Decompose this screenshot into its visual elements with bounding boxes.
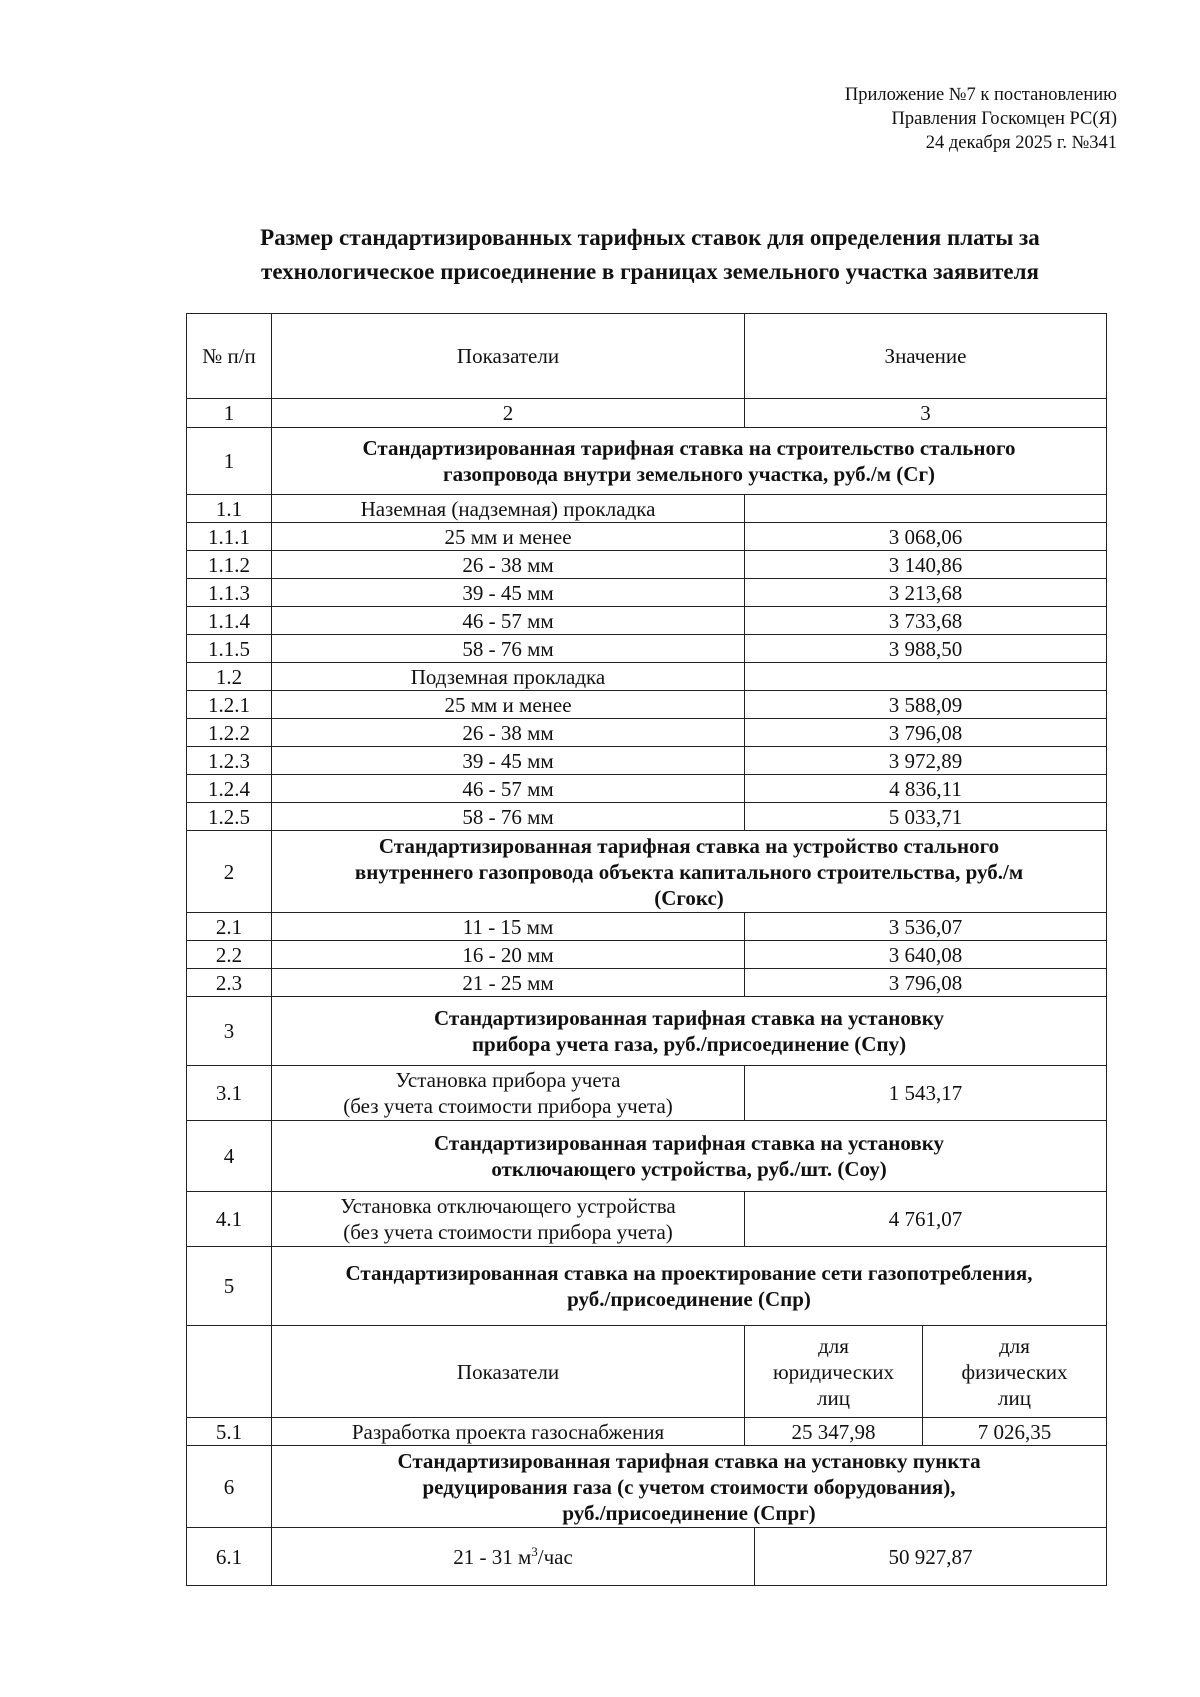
row-num: 1.1.4	[187, 607, 272, 635]
header-value: Значение	[745, 314, 1107, 399]
section-title-line: Стандартизированная тарифная ставка на установку	[434, 1006, 945, 1030]
row-value: 5 033,71	[745, 803, 1107, 831]
subheader-line: юридических	[772, 1359, 895, 1384]
section-title-line: газопровода внутри земельного участка, руб./м (Сг)	[443, 462, 935, 486]
column-number-row	[187, 399, 1107, 428]
document-title	[175, 221, 1125, 289]
section-title	[272, 428, 1107, 495]
row-label: 11 - 15 мм	[272, 913, 745, 941]
row-label: 21 - 25 мм	[272, 969, 745, 997]
row-label-text: 21 - 31 м	[453, 1544, 532, 1569]
row-num: 2.1	[187, 913, 272, 941]
row-label: Подземная прокладка	[272, 663, 745, 691]
subsection-row	[187, 495, 1107, 523]
row-num: 1.1	[187, 495, 272, 523]
section-row-6	[187, 1446, 1107, 1528]
row-label: Разработка проекта газоснабжения	[272, 1418, 745, 1446]
subheader-line: для	[818, 1333, 849, 1358]
row-num: 3.1	[187, 1066, 272, 1121]
row-label: 16 - 20 мм	[272, 941, 745, 969]
row-label: 46 - 57 мм	[272, 775, 745, 803]
row-value: 3 588,09	[745, 691, 1107, 719]
section-row-4	[187, 1121, 1107, 1192]
row-num: 4.1	[187, 1192, 272, 1247]
section-title	[272, 1247, 1107, 1326]
colnum-3: 3	[745, 399, 1107, 428]
row-value: 3 536,07	[745, 913, 1107, 941]
section-num: 6	[187, 1446, 272, 1528]
row-value: 4 836,11	[745, 775, 1107, 803]
row-value: 3 213,68	[745, 579, 1107, 607]
subheader-indicator: Показатели	[272, 1326, 745, 1418]
title-line-1: Размер стандартизированных тарифных ставок для определения платы за	[260, 225, 1040, 250]
row-value: 3 796,08	[745, 969, 1107, 997]
row-value-empty	[745, 495, 1107, 523]
subheader-empty	[187, 1326, 272, 1418]
row-num: 2.3	[187, 969, 272, 997]
table-row	[187, 1066, 1107, 1121]
table-row	[187, 1528, 1107, 1586]
colnum-2: 2	[272, 399, 745, 428]
row-label: 58 - 76 мм	[272, 635, 745, 663]
header-line-3: 24 декабря 2025 г. №341	[925, 133, 1117, 153]
row-label-unit: /час	[537, 1544, 573, 1569]
section-title-line: прибора учета газа, руб./присоединение (Спу)	[471, 1032, 907, 1056]
section-title	[272, 1446, 1107, 1528]
row-value: 3 733,68	[745, 607, 1107, 635]
row-value: 3 988,50	[745, 635, 1107, 663]
row-label: 46 - 57 мм	[272, 607, 745, 635]
subheader-line: лиц	[817, 1385, 850, 1410]
colnum-1: 1	[187, 399, 272, 428]
table-row	[187, 523, 1107, 551]
section-num: 4	[187, 1121, 272, 1192]
header-indicator: Показатели	[272, 314, 745, 399]
row-label: 39 - 45 мм	[272, 747, 745, 775]
row-label: Наземная (надземная) прокладка	[272, 495, 745, 523]
row-value: 3 640,08	[745, 941, 1107, 969]
section-title-line: руб./присоединение (Спр)	[567, 1287, 811, 1311]
table-row	[187, 635, 1107, 663]
header-line-1: Приложение №7 к постановлению	[844, 85, 1117, 105]
table-row	[187, 747, 1107, 775]
table-row	[187, 691, 1107, 719]
table-row	[187, 941, 1107, 969]
row-num: 1.1.3	[187, 579, 272, 607]
row-label: 25 мм и менее	[272, 523, 745, 551]
table-row	[187, 775, 1107, 803]
section-title-line: внутреннего газопровода объекта капитального строительства, руб./м	[354, 859, 1024, 884]
table-row	[187, 803, 1107, 831]
header-num: № п/п	[187, 314, 272, 399]
section-title-line: Стандартизированная тарифная ставка на устройство стального	[378, 833, 1000, 858]
row-value: 1 543,17	[745, 1066, 1107, 1121]
row-value-legal: 25 347,98	[745, 1418, 923, 1446]
title-line-2: технологическое присоединение в границах земельного участка заявителя	[261, 259, 1039, 284]
row-label	[272, 1192, 745, 1247]
subheader-legal	[745, 1326, 923, 1418]
row-label-line: Установка отключающего устройства	[340, 1194, 676, 1218]
row-num: 1.2.3	[187, 747, 272, 775]
table-row	[187, 579, 1107, 607]
table-row	[187, 1192, 1107, 1247]
row-num: 2.2	[187, 941, 272, 969]
row-label: 39 - 45 мм	[272, 579, 745, 607]
section-title-line: отключающего устройства, руб./шт. (Соу)	[491, 1157, 887, 1181]
row-value-empty	[745, 663, 1107, 691]
section-title	[272, 997, 1107, 1066]
subsection-row	[187, 663, 1107, 691]
table-row	[187, 551, 1107, 579]
row-value: 50 927,87	[755, 1528, 1107, 1586]
subheader-line: для	[999, 1333, 1030, 1358]
row-label: 25 мм и менее	[272, 691, 745, 719]
row-num: 1.2.2	[187, 719, 272, 747]
table-row	[187, 719, 1107, 747]
row-label	[272, 1528, 755, 1586]
section-title-line: редуцирования газа (с учетом стоимости оборудования),	[422, 1474, 956, 1499]
row-value: 3 068,06	[745, 523, 1107, 551]
row-value: 3 972,89	[745, 747, 1107, 775]
section-title-line: Стандартизированная ставка на проектирование сети газопотребления,	[345, 1261, 1033, 1285]
table-row	[187, 913, 1107, 941]
rates-table	[186, 313, 1107, 1586]
row-num: 1.1.1	[187, 523, 272, 551]
row-label: 58 - 76 мм	[272, 803, 745, 831]
row-value: 3 140,86	[745, 551, 1107, 579]
section-title-line: Стандартизированная тарифная ставка на установку пункта	[397, 1448, 981, 1473]
section-num: 5	[187, 1247, 272, 1326]
section-title-line: Стандартизированная тарифная ставка на строительство стального	[362, 436, 1016, 460]
document-header	[845, 83, 1117, 155]
section-title	[272, 1121, 1107, 1192]
row-label: 26 - 38 мм	[272, 719, 745, 747]
section-row-1	[187, 428, 1107, 495]
row-num: 1.2.1	[187, 691, 272, 719]
subheader-row	[187, 1326, 1107, 1418]
table-row	[187, 969, 1107, 997]
row-label-line: (без учета стоимости прибора учета)	[343, 1094, 673, 1118]
section-title-line: Стандартизированная тарифная ставка на установку	[434, 1131, 945, 1155]
section-row-5	[187, 1247, 1107, 1326]
row-num: 1.2	[187, 663, 272, 691]
table-row	[187, 607, 1107, 635]
row-label-superscript: 3	[531, 1543, 538, 1559]
subheader-line: физических	[961, 1359, 1068, 1384]
row-num: 1.1.2	[187, 551, 272, 579]
row-label: 26 - 38 мм	[272, 551, 745, 579]
section-num: 3	[187, 997, 272, 1066]
table-header-row	[187, 314, 1107, 399]
row-label	[272, 1066, 745, 1121]
row-num: 1.2.5	[187, 803, 272, 831]
row-label-line: (без учета стоимости прибора учета)	[343, 1220, 673, 1244]
section-title	[272, 831, 1107, 913]
section-row-2	[187, 831, 1107, 913]
row-num: 6.1	[187, 1528, 272, 1586]
section-title-line: (Сгокс)	[654, 885, 724, 910]
subheader-line: лиц	[998, 1385, 1031, 1410]
row-num: 1.2.4	[187, 775, 272, 803]
section-row-3	[187, 997, 1107, 1066]
subheader-physical	[923, 1326, 1107, 1418]
row-value: 4 761,07	[745, 1192, 1107, 1247]
table-row	[187, 1418, 1107, 1446]
row-value-physical: 7 026,35	[923, 1418, 1107, 1446]
row-label-line: Установка прибора учета	[395, 1068, 621, 1092]
section-num: 2	[187, 831, 272, 913]
section-num: 1	[187, 428, 272, 495]
header-line-2: Правления Госкомцен РС(Я)	[891, 109, 1117, 129]
row-num: 5.1	[187, 1418, 272, 1446]
section-title-line: руб./присоединение (Спрг)	[562, 1500, 816, 1525]
row-value: 3 796,08	[745, 719, 1107, 747]
row-num: 1.1.5	[187, 635, 272, 663]
